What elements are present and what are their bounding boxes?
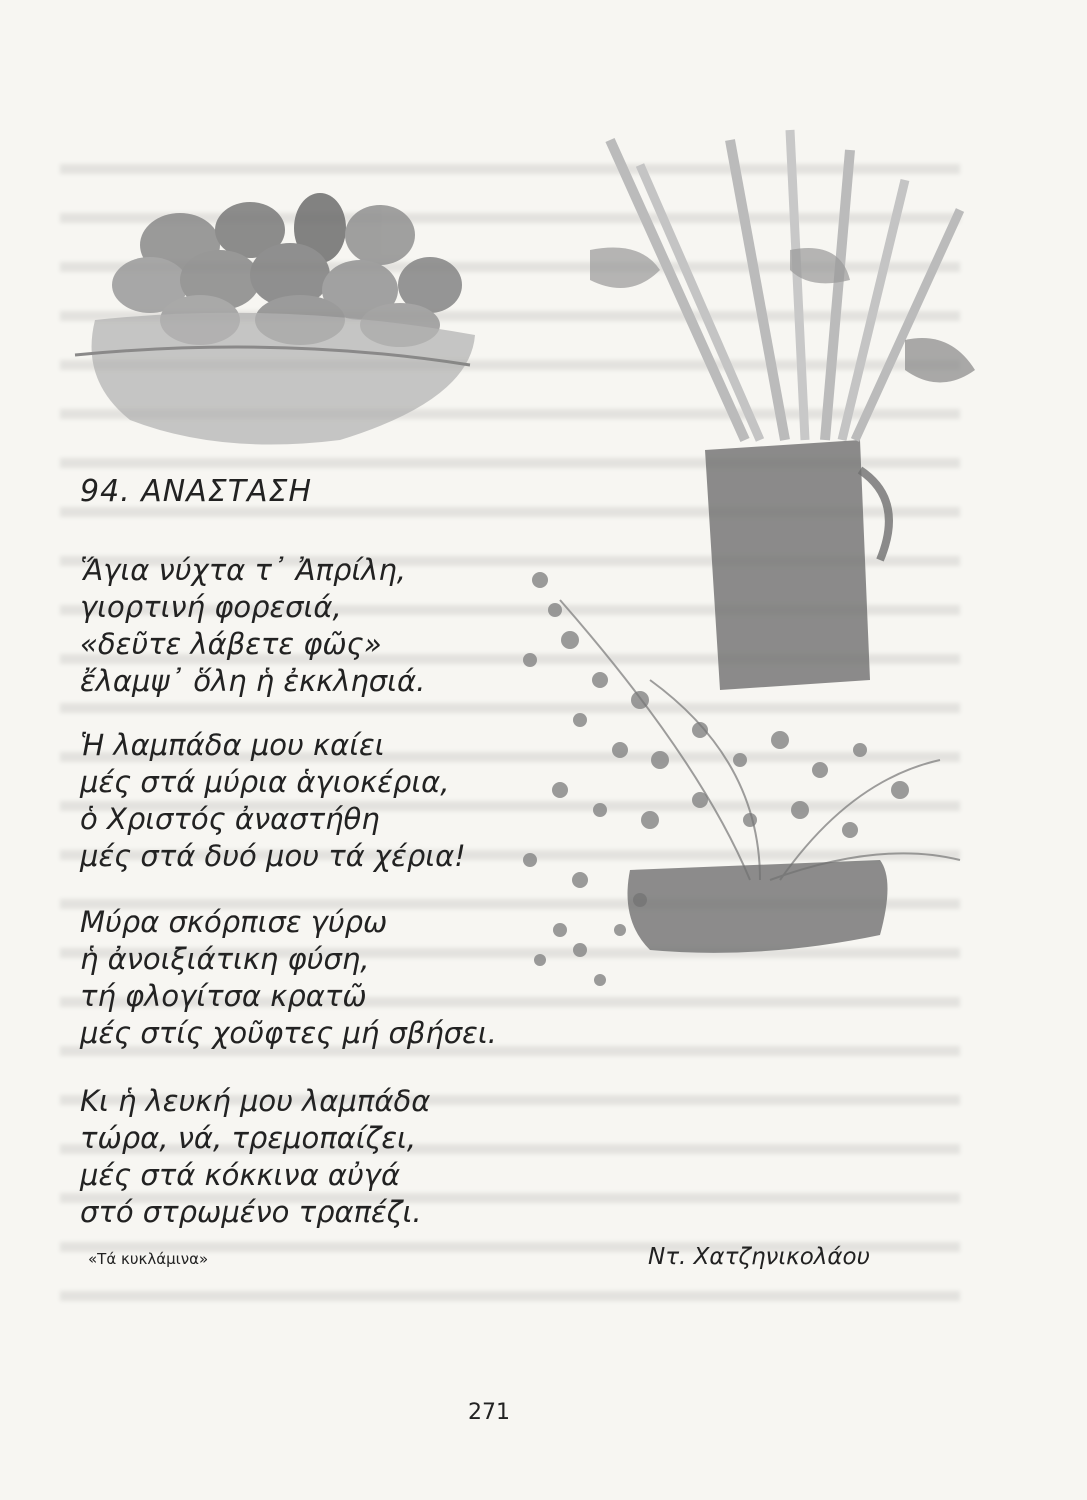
poem-line: Κι ἡ λευκή μου λαμπάδα [80,1084,431,1118]
poem-line: τώρα, νά, τρεμοπαίζει, [80,1121,417,1155]
poem-line: Ἅγια νύχτα τ᾿ Ἀπρίλη, [80,553,406,587]
poem-line: μές στά μύρια ἁγιοκέρια, [80,765,450,799]
poem-line: Μύρα σκόρπισε γύρω [80,905,388,939]
poem-line: μές στά κόκκινα αὐγά [80,1158,401,1192]
poem-line: «δεῦτε λάβετε φῶς» [80,627,382,661]
poem-line: τή φλογίτσα κρατῶ [80,979,367,1013]
poem-author: Ντ. Χατζηνικολάου [648,1244,870,1270]
poem-line: στό στρωμένο τραπέζι. [80,1195,422,1229]
egg-bowl-illustration [75,193,475,445]
poem-line: ὁ Χριστός ἀναστήθη [80,802,380,836]
poem-line: γιορτινή φορεσιά, [80,590,342,624]
stanza-1 [80,552,425,700]
candles-jug-illustration [590,130,975,690]
stanza-4 [80,1083,430,1231]
poem-source: «Τά κυκλάμινα» [88,1250,209,1268]
poem-line: Ἡ λαμπάδα μου καίει [80,728,385,762]
poem-line: μές στά δυό μου τά χέρια! [80,839,466,873]
stanza-2 [80,727,466,875]
poem-line: μές στίς χοῦφτες μή σβήσει. [80,1016,497,1050]
page-number: 271 [468,1400,510,1425]
poem-line: ἔλαμψ᾿ ὅλη ἡ ἐκκλησιά. [80,664,426,698]
stanza-3 [80,904,497,1052]
poem-line: ἡ ἀνοιξιάτικη φύση, [80,942,370,976]
poem-title: 94. ΑΝΑΣΤΑΣΗ [80,474,313,509]
